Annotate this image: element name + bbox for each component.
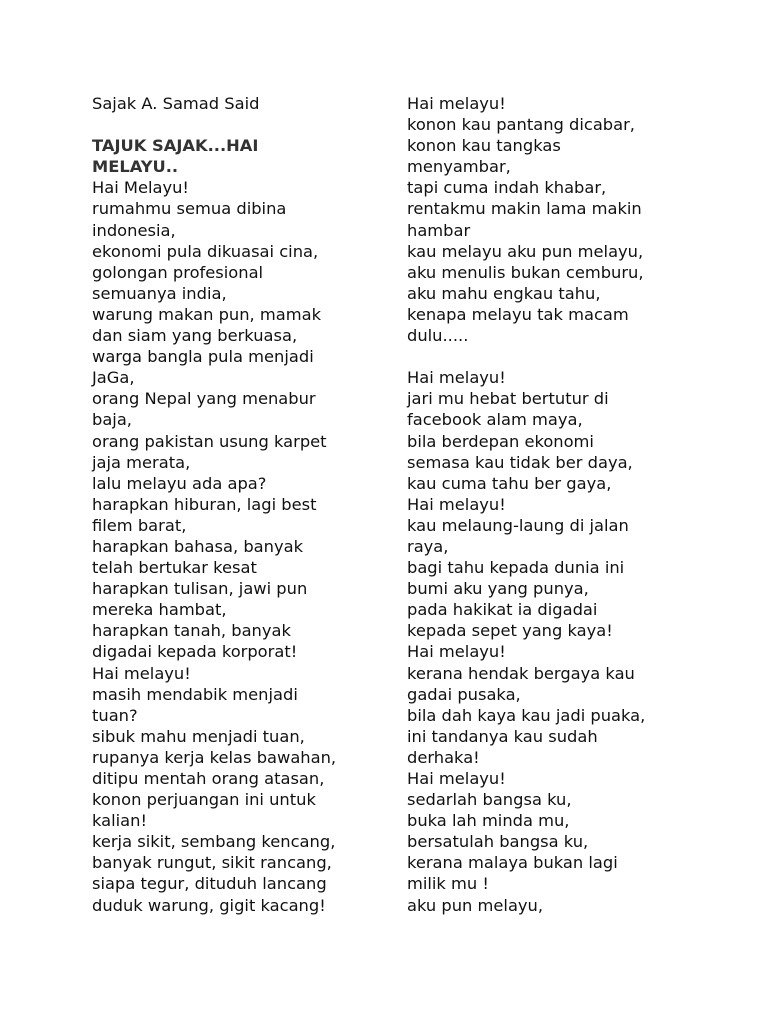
poem-line: mereka hambat,: [92, 600, 227, 620]
poem-line: indonesia,: [92, 220, 176, 240]
poem-line: digadai kepada korporat!: [92, 642, 298, 662]
poem-line: kau melaung-laung di jalan: [407, 515, 629, 535]
poem-line: derhaka!: [407, 747, 480, 767]
right-stanza-2: [407, 367, 707, 915]
poem-line: warung makan pun, mamak: [92, 304, 322, 324]
poem-line: rumahmu semua dibina: [92, 199, 287, 219]
poem-line: harapkan bahasa, banyak: [92, 536, 304, 556]
poem-line: facebook alam maya,: [407, 410, 583, 430]
poem-line: siapa tegur, dituduh lancang: [92, 874, 327, 894]
poem-line: sibuk mahu menjadi tuan,: [92, 726, 305, 746]
blank-line: [407, 346, 707, 367]
poem-line: raya,: [407, 536, 449, 556]
poem-line: semasa kau tidak ber daya,: [407, 452, 633, 472]
poem-line: duduk warung, gigit kacang!: [92, 895, 326, 915]
poem-left-column: [92, 93, 392, 916]
poem-line: aku menulis bukan cemburu,: [407, 262, 644, 282]
poem-line: kau cuma tahu ber gaya,: [407, 473, 612, 493]
author-line: Sajak A. Samad Said: [92, 94, 260, 113]
poem-line: pada hakikat ia digadai: [407, 600, 598, 620]
poem-right-column: [407, 93, 707, 916]
poem-line: sedarlah bangsa ku,: [407, 790, 572, 810]
right-stanza-1: [407, 93, 707, 346]
poem-line: masih mendabik menjadi: [92, 684, 298, 704]
poem-line: warga bangla pula menjadi: [92, 347, 314, 367]
poem-line: dulu.....: [407, 326, 469, 346]
poem-line: Hai melayu!: [92, 663, 191, 683]
poem-line: rentakmu makin lama makin: [407, 199, 642, 219]
poem-line: Hai Melayu!: [92, 178, 189, 198]
poem-line: hambar: [407, 220, 471, 240]
poem-line: tuan?: [92, 705, 138, 725]
poem-line: ini tandanya kau sudah: [407, 726, 598, 746]
poem-line: jaja merata,: [92, 452, 191, 472]
poem-line: banyak rungut, sikit rancang,: [92, 853, 332, 873]
poem-line: orang pakistan usung karpet: [92, 431, 327, 451]
poem-line: golongan profesional: [92, 262, 264, 282]
poem-line: aku pun melayu,: [407, 895, 544, 915]
poem-line: Hai melayu!: [407, 368, 506, 388]
poem-line: bagi tahu kepada dunia ini: [407, 558, 625, 578]
poem-line: dan siam yang berkuasa,: [92, 326, 298, 346]
poem-line: JaGa,: [92, 368, 135, 388]
poem-line: kerana hendak bergaya kau: [407, 663, 635, 683]
poem-line: bila dah kaya kau jadi puaka,: [407, 705, 646, 725]
poem-line: gadai pusaka,: [407, 684, 521, 704]
poem-line: orang Nepal yang menabur: [92, 389, 316, 409]
poem-line: tapi cuma indah khabar,: [407, 178, 607, 198]
poem-line: Hai melayu!: [407, 494, 506, 514]
poem-line: buka lah minda mu,: [407, 811, 570, 831]
left-stanza: [92, 177, 392, 915]
poem-line: Hai melayu!: [407, 642, 506, 662]
poem-line: menyambar,: [407, 157, 511, 177]
poem-line: aku mahu engkau tahu,: [407, 283, 601, 303]
poem-line: harapkan tulisan, jawi pun: [92, 579, 308, 599]
poem-line: milik mu !: [407, 874, 489, 894]
poem-line: kenapa melayu tak macam: [407, 304, 629, 324]
poem-line: kepada sepet yang kaya!: [407, 621, 613, 641]
poem-line: Hai melayu!: [407, 769, 506, 788]
poem-line: konon kau tangkas: [407, 136, 561, 156]
poem-line: ditipu mentah orang atasan,: [92, 769, 325, 788]
poem-line: baja,: [92, 410, 132, 430]
poem-line: Hai melayu!: [407, 94, 506, 113]
poem-line: kerja sikit, sembang kencang,: [92, 832, 336, 852]
blank-line: [92, 114, 392, 135]
poem-line: jari mu hebat bertutur di: [407, 389, 609, 409]
poem-line: rupanya kerja kelas bawahan,: [92, 747, 337, 767]
poem-line: kerana malaya bukan lagi: [407, 853, 618, 873]
poem-line: konon perjuangan ini untuk: [92, 790, 316, 810]
poem-line: bersatulah bangsa ku,: [407, 832, 589, 852]
poem-line: semuanya india,: [92, 283, 227, 303]
poem-line: telah bertukar kesat: [92, 558, 257, 578]
poem-line: kau melayu aku pun melayu,: [407, 241, 644, 261]
poem-title-line: TAJUK SAJAK...HAI: [92, 136, 259, 156]
poem-line: harapkan tanah, banyak: [92, 621, 291, 641]
poem-line: konon kau pantang dicabar,: [407, 115, 635, 135]
poem-line: filem barat,: [92, 515, 187, 535]
poem-line: ekonomi pula dikuasai cina,: [92, 241, 319, 261]
poem-line: bumi aku yang punya,: [407, 579, 589, 599]
poem-line: lalu melayu ada apa?: [92, 473, 267, 493]
poem-line: bila berdepan ekonomi: [407, 431, 594, 451]
poem-line: harapkan hiburan, lagi best: [92, 494, 317, 514]
poem-line: kalian!: [92, 811, 147, 831]
poem-title-line: MELAYU..: [92, 157, 179, 177]
